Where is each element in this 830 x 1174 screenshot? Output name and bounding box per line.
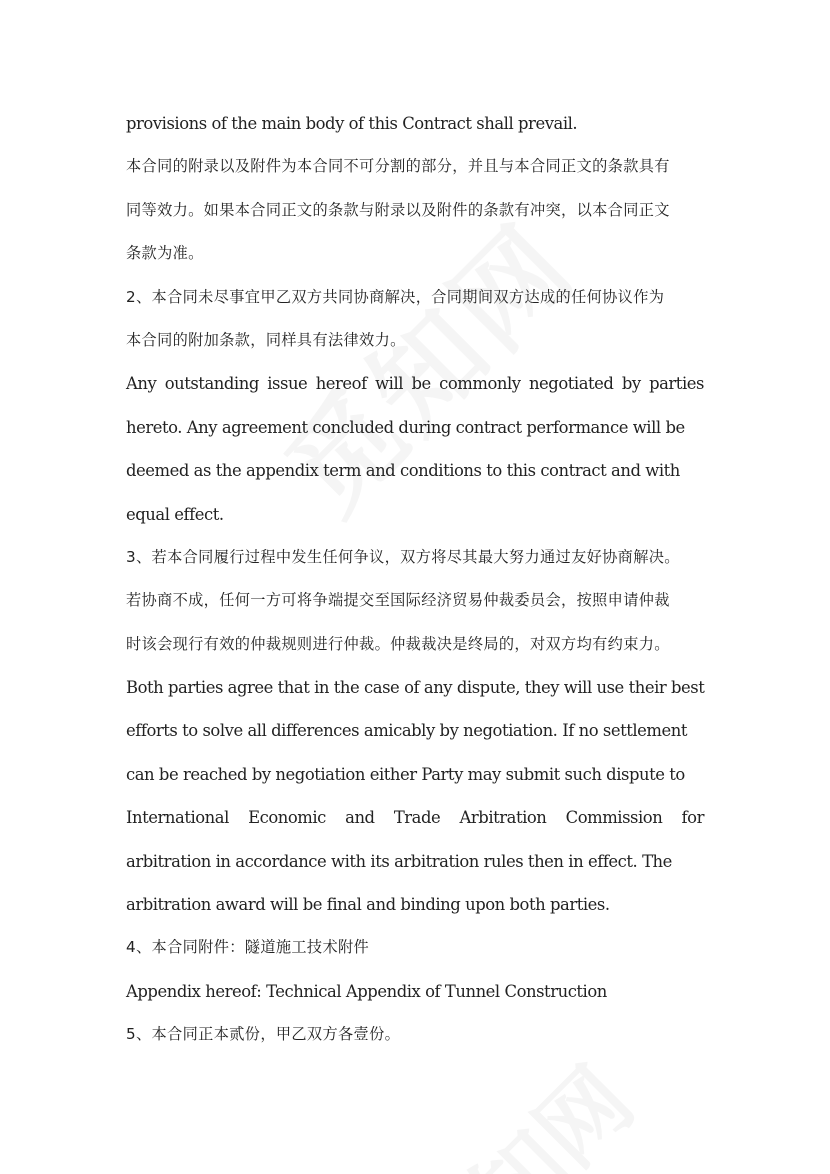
word: and xyxy=(345,808,375,828)
word: Trade xyxy=(393,808,441,828)
word: parties xyxy=(649,374,704,394)
text-line-justified xyxy=(126,796,704,839)
text-line: 本合同的附加条款，同样具有法律效力。 xyxy=(126,330,406,349)
word: by xyxy=(621,374,641,394)
text-line: Both parties agree that in the case of any dispute, they will use their best xyxy=(126,678,705,698)
text-line: arbitration award will be final and binding upon both parties. xyxy=(126,895,610,915)
word: issue xyxy=(267,374,308,394)
word: Any xyxy=(126,374,157,394)
text-line: arbitration in accordance with its arbitration rules then in effect. The xyxy=(126,851,672,871)
text-line: 若协商不成，任何一方可将争端提交至国际经济贸易仲裁委员会，按照申请仲裁 xyxy=(126,591,670,610)
word: be xyxy=(411,374,431,394)
word: Economic xyxy=(248,808,326,828)
text-line: can be reached by negotiation either Party may submit such dispute to xyxy=(126,764,685,784)
text-line: 5、本合同正本贰份，甲乙双方各壹份。 xyxy=(126,1025,401,1044)
text-line: efforts to solve all differences amicably by negotiation. If no settlement xyxy=(126,721,687,741)
word: hereof xyxy=(315,374,367,394)
text-line: 同等效力。如果本合同正文的条款与附录以及附件的条款有冲突，以本合同正文 xyxy=(126,200,670,219)
word: will xyxy=(375,374,404,394)
text-line: 条款为准。 xyxy=(126,244,204,263)
text-line: deemed as the appendix term and conditions to this contract and with xyxy=(126,461,680,481)
word: for xyxy=(681,808,704,828)
text-line-justified xyxy=(126,362,704,405)
text-line: 时该会现行有效的仲裁规则进行仲裁。仲裁裁决是终局的，对双方均有约束力。 xyxy=(126,634,670,653)
word: negotiated xyxy=(528,374,614,394)
word: Commission xyxy=(565,808,663,828)
text-line: provisions of the main body of this Contract shall prevail. xyxy=(126,114,578,133)
word: Arbitration xyxy=(459,808,547,828)
document-body xyxy=(126,102,704,1057)
text-line: Appendix hereof: Technical Appendix of Tunnel Construction xyxy=(126,981,607,1001)
text-line: hereto. Any agreement concluded during contract performance will be xyxy=(126,417,685,437)
text-line: equal effect. xyxy=(126,504,224,524)
word: outstanding xyxy=(164,374,259,394)
text-line: 3、若本合同履行过程中发生任何争议，双方将尽其最大努力通过友好协商解决。 xyxy=(126,547,680,566)
text-line: 2、本合同未尽事宜甲乙双方共同协商解决，合同期间双方达成的任何协议作为 xyxy=(126,287,665,306)
word: International xyxy=(126,808,229,828)
word: commonly xyxy=(439,374,521,394)
text-line: 本合同的附录以及附件为本合同不可分割的部分，并且与本合同正文的条款具有 xyxy=(126,157,670,176)
text-line: 4、本合同附件：隧道施工技术附件 xyxy=(126,938,370,957)
